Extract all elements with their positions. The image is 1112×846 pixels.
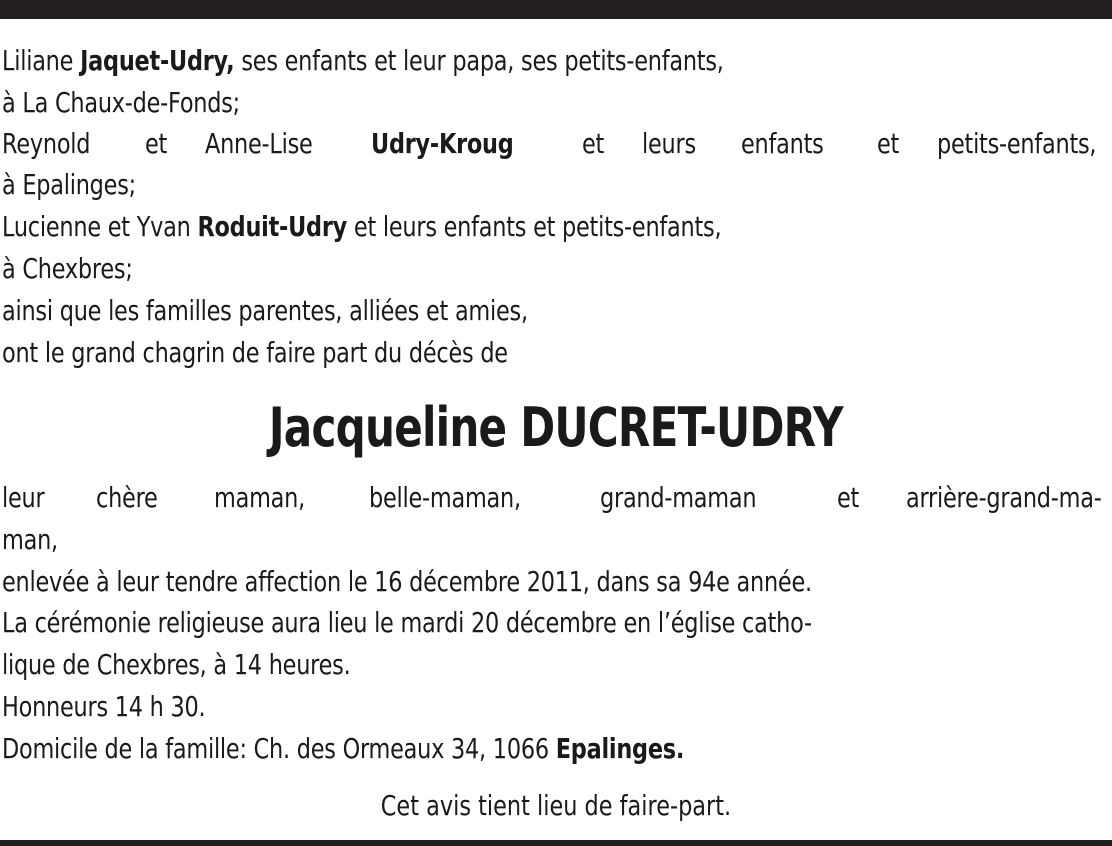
body-line-6: Honneurs 14 h 30. xyxy=(2,690,206,723)
deceased-name: Jacqueline DUCRET-UDRY xyxy=(269,396,843,459)
bottom-rule xyxy=(0,840,1112,846)
family-line-6: à Chexbres; xyxy=(2,252,133,285)
family-line-1: Liliane Jaquet-Udry, ses enfants et leur papa, ses petits-enfants, xyxy=(2,44,724,77)
family-line-4: à Epalinges; xyxy=(2,168,136,201)
footer-note: Cet avis tient lieu de faire-part. xyxy=(380,789,732,822)
body-line-4: La cérémonie religieuse aura lieu le mardi 20 décembre en l’église catho- xyxy=(2,606,812,639)
body-line-2: man, xyxy=(2,523,58,556)
family-line-8: ont le grand chagrin de faire part du décès de xyxy=(2,336,508,369)
body-line-5: lique de Chexbres, à 14 heures. xyxy=(2,648,351,681)
family-line-2: à La Chaux-de-Fonds; xyxy=(2,86,240,119)
family-line-5: Lucienne et Yvan Roduit-Udry et leurs enfants et petits-enfants, xyxy=(2,210,722,243)
family-line-7: ainsi que les familles parentes, alliées et amies, xyxy=(2,294,528,327)
body-line-7: Domicile de la famille: Ch. des Ormeaux 34, 1066 Epalinges. xyxy=(2,732,685,765)
body-line-1: leur chère maman, belle-maman, grand-maman et arrière-grand-ma- xyxy=(2,481,1102,514)
top-rule xyxy=(0,0,1112,19)
body-line-3: enlevée à leur tendre affection le 16 décembre 2011, dans sa 94e année. xyxy=(2,565,812,598)
family-line-3: Reynold et Anne-Lise Udry-Kroug et leurs enfants et petits-enfants, xyxy=(2,127,1097,160)
